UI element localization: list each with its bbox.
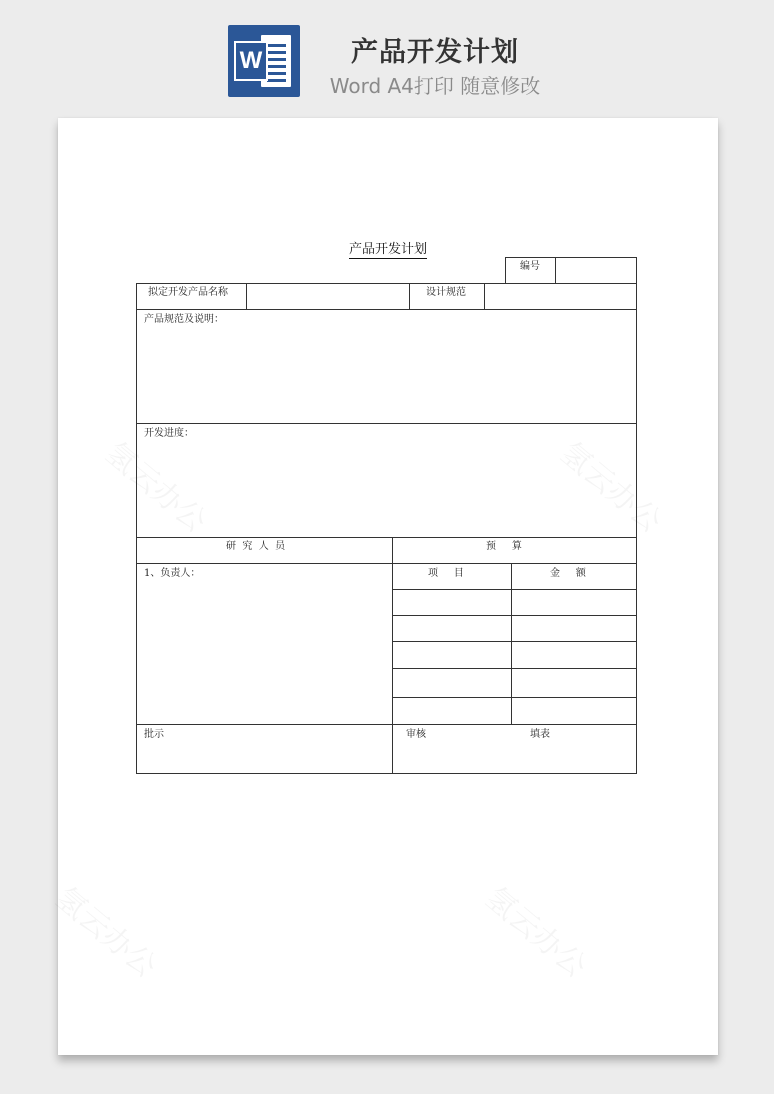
budget-amount-cell[interactable]: [511, 668, 637, 698]
product-name-label: 拟定开发产品名称: [148, 287, 228, 298]
budget-amount-cell[interactable]: [511, 697, 637, 725]
document-title-text: 产品开发计划: [348, 242, 427, 257]
number-value-field[interactable]: [555, 257, 637, 284]
fill-label: 填表: [530, 729, 550, 740]
budget-amount-cell[interactable]: [511, 615, 637, 642]
word-letter: W: [234, 41, 268, 81]
item-column-label: 项 目: [428, 568, 464, 579]
word-icon: [228, 25, 300, 97]
progress-label: 开发进度：: [144, 428, 194, 439]
budget-amount-cell[interactable]: [511, 641, 637, 669]
progress-field[interactable]: [136, 423, 637, 538]
budget-amount-cell[interactable]: [511, 589, 637, 616]
product-name-field[interactable]: [246, 283, 410, 310]
lead-researcher-field[interactable]: [136, 563, 393, 725]
budget-item-cell[interactable]: [392, 641, 512, 669]
budget-item-cell[interactable]: [392, 668, 512, 698]
budget-item-cell[interactable]: [392, 589, 512, 616]
amount-column-label: 金 额: [550, 568, 586, 579]
budget-item-cell[interactable]: [392, 615, 512, 642]
page-subtitle: Word A4打印 随意修改: [329, 74, 541, 98]
approval-field[interactable]: [136, 724, 393, 774]
spec-description-field[interactable]: [136, 309, 637, 424]
product-plan-form: [58, 118, 718, 1055]
review-label: 审核: [406, 729, 426, 740]
budget-item-cell[interactable]: [392, 697, 512, 725]
number-label: 编号: [520, 261, 540, 272]
research-staff-label: 研 究 人 员: [226, 541, 286, 552]
budget-label: 预 算: [486, 541, 522, 552]
design-spec-field[interactable]: [484, 283, 637, 310]
approval-label: 批示: [144, 729, 164, 740]
spec-description-label: 产品规范及说明：: [144, 314, 224, 325]
lead-researcher-label: 1、负责人：: [144, 568, 201, 579]
document-page: [58, 118, 718, 1055]
page-title: 产品开发计划: [351, 37, 519, 68]
design-spec-label: 设计规范: [426, 287, 466, 298]
review-fill-field[interactable]: [392, 724, 637, 774]
header: [0, 0, 774, 110]
